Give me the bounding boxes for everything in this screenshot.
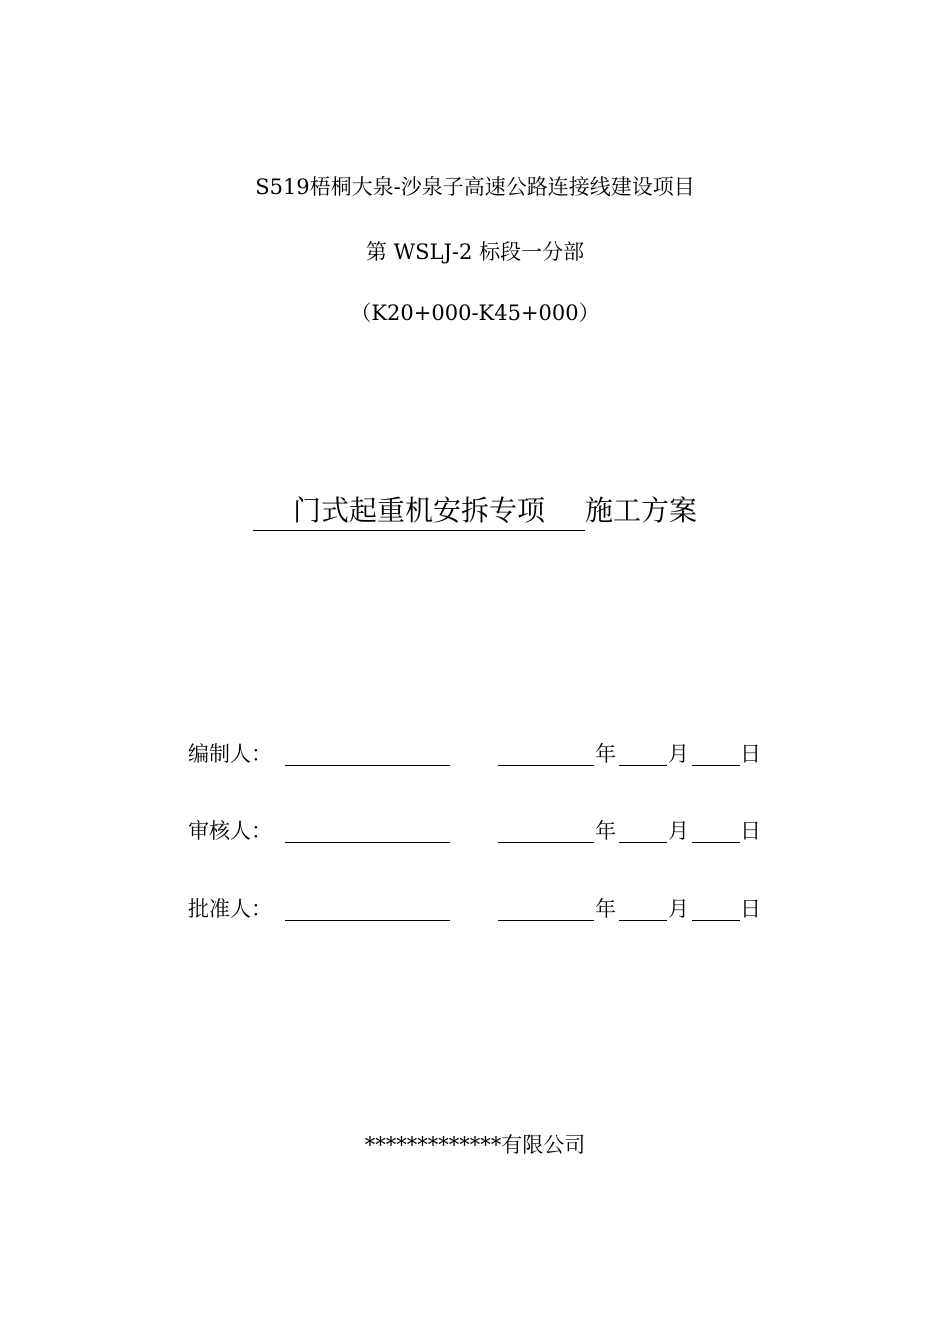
approve-year-line [498, 920, 594, 921]
approve-signature-line [285, 920, 450, 921]
compile-row [188, 737, 788, 771]
project-name: S519梧桐大泉-沙泉子高速公路连接线建设项目 [255, 175, 695, 199]
compile-day-text: 日 [740, 742, 761, 766]
review-signature-line [285, 842, 450, 843]
document-title [0, 492, 950, 531]
review-row [188, 814, 788, 848]
title-subject-underlined [253, 492, 585, 531]
company-name: *************有限公司 [364, 1133, 586, 1157]
review-month-line [619, 842, 667, 843]
review-day-line [692, 842, 740, 843]
approve-year-text: 年 [595, 897, 616, 921]
compile-month-line [619, 765, 667, 766]
review-year-line [498, 842, 594, 843]
approve-day-line [692, 920, 740, 921]
review-label: 审核人： [188, 819, 272, 843]
review-month-text: 月 [668, 819, 689, 843]
chainage-range: （K20+000-K45+000） [350, 301, 600, 325]
title-subject: 门式起重机安拆专项 [292, 494, 545, 527]
compile-label: 编制人： [188, 742, 272, 766]
approve-label: 批准人： [188, 897, 272, 921]
compile-year-text: 年 [595, 742, 616, 766]
compile-month-text: 月 [668, 742, 689, 766]
section-name: 第 WSLJ-2 标段一分部 [365, 240, 585, 264]
approve-month-text: 月 [668, 897, 689, 921]
compile-day-line [692, 765, 740, 766]
compile-year-line [498, 765, 594, 766]
compile-signature-line [285, 765, 450, 766]
review-day-text: 日 [740, 819, 761, 843]
approve-month-line [619, 920, 667, 921]
review-year-text: 年 [595, 819, 616, 843]
approve-day-text: 日 [740, 897, 761, 921]
title-suffix: 施工方案 [585, 494, 698, 527]
approve-row [188, 892, 788, 926]
